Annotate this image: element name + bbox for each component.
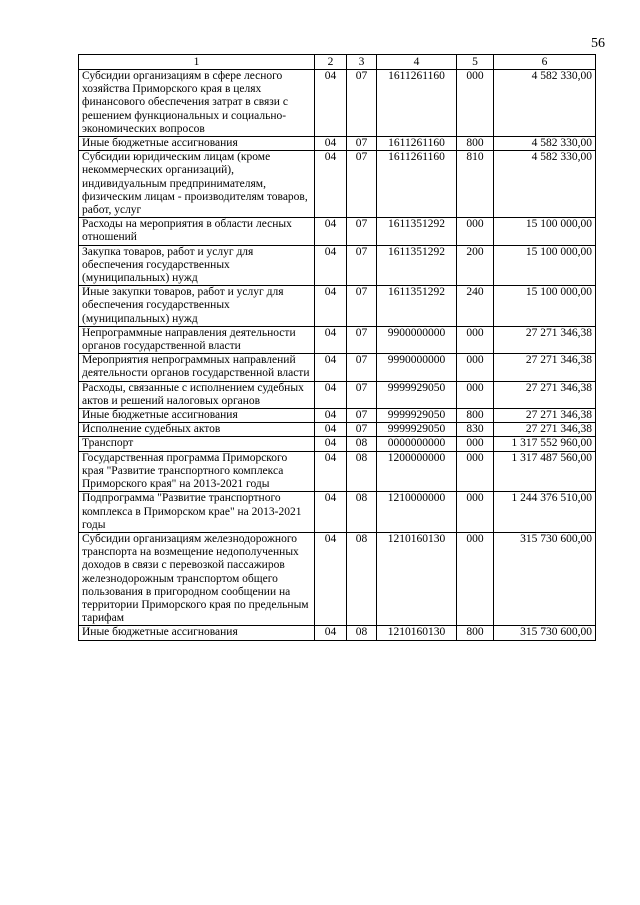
cell-section: 04 xyxy=(315,354,347,381)
cell-name: Расходы, связанные с исполнением судебных актов и решений налоговых органов xyxy=(79,381,315,408)
cell-expense-type: 000 xyxy=(457,437,494,451)
cell-target-code: 9999929050 xyxy=(377,409,457,423)
cell-expense-type: 000 xyxy=(457,532,494,625)
cell-target-code: 9990000000 xyxy=(377,354,457,381)
cell-amount: 315 730 600,00 xyxy=(494,532,596,625)
cell-amount: 15 100 000,00 xyxy=(494,286,596,327)
table-row xyxy=(79,409,596,423)
cell-expense-type: 200 xyxy=(457,245,494,286)
cell-section: 04 xyxy=(315,70,347,137)
cell-amount: 27 271 346,38 xyxy=(494,381,596,408)
cell-target-code: 1200000000 xyxy=(377,451,457,492)
cell-target-code: 1611351292 xyxy=(377,286,457,327)
cell-expense-type: 000 xyxy=(457,354,494,381)
cell-subsection: 07 xyxy=(347,286,377,327)
cell-subsection: 08 xyxy=(347,437,377,451)
cell-amount: 27 271 346,38 xyxy=(494,423,596,437)
cell-section: 04 xyxy=(315,437,347,451)
cell-subsection: 07 xyxy=(347,218,377,245)
cell-expense-type: 800 xyxy=(457,409,494,423)
cell-name: Непрограммные направления деятельности органов государственной власти xyxy=(79,326,315,353)
cell-amount: 15 100 000,00 xyxy=(494,218,596,245)
column-header: 6 xyxy=(494,55,596,70)
cell-section: 04 xyxy=(315,326,347,353)
table-row xyxy=(79,137,596,151)
cell-target-code: 1611351292 xyxy=(377,218,457,245)
cell-expense-type: 000 xyxy=(457,70,494,137)
cell-target-code: 1611261160 xyxy=(377,137,457,151)
cell-target-code: 9999929050 xyxy=(377,423,457,437)
column-header: 4 xyxy=(377,55,457,70)
cell-amount: 4 582 330,00 xyxy=(494,151,596,218)
column-header: 3 xyxy=(347,55,377,70)
cell-section: 04 xyxy=(315,423,347,437)
budget-table xyxy=(78,54,596,641)
cell-target-code: 0000000000 xyxy=(377,437,457,451)
cell-amount: 1 317 487 560,00 xyxy=(494,451,596,492)
cell-section: 04 xyxy=(315,492,347,533)
cell-subsection: 07 xyxy=(347,423,377,437)
cell-expense-type: 000 xyxy=(457,218,494,245)
column-header: 1 xyxy=(79,55,315,70)
cell-subsection: 07 xyxy=(347,151,377,218)
cell-section: 04 xyxy=(315,151,347,218)
table-row xyxy=(79,151,596,218)
cell-amount: 27 271 346,38 xyxy=(494,354,596,381)
cell-section: 04 xyxy=(315,286,347,327)
cell-section: 04 xyxy=(315,532,347,625)
cell-subsection: 07 xyxy=(347,137,377,151)
table-row xyxy=(79,245,596,286)
cell-subsection: 08 xyxy=(347,451,377,492)
cell-expense-type: 000 xyxy=(457,492,494,533)
cell-amount: 4 582 330,00 xyxy=(494,70,596,137)
cell-expense-type: 810 xyxy=(457,151,494,218)
cell-target-code: 1611351292 xyxy=(377,245,457,286)
table-row xyxy=(79,423,596,437)
cell-target-code: 1611261160 xyxy=(377,70,457,137)
cell-name: Расходы на мероприятия в области лесных отношений xyxy=(79,218,315,245)
cell-target-code: 1210000000 xyxy=(377,492,457,533)
cell-expense-type: 000 xyxy=(457,451,494,492)
table-row xyxy=(79,354,596,381)
cell-subsection: 07 xyxy=(347,409,377,423)
cell-subsection: 08 xyxy=(347,492,377,533)
cell-target-code: 1210160130 xyxy=(377,626,457,640)
cell-section: 04 xyxy=(315,218,347,245)
cell-subsection: 07 xyxy=(347,70,377,137)
page-number: 56 xyxy=(591,36,605,51)
cell-name: Иные закупки товаров, работ и услуг для обеспечения государственных (муниципальных) нужд xyxy=(79,286,315,327)
cell-amount: 27 271 346,38 xyxy=(494,409,596,423)
cell-target-code: 1611261160 xyxy=(377,151,457,218)
cell-subsection: 07 xyxy=(347,354,377,381)
cell-name: Иные бюджетные ассигнования xyxy=(79,626,315,640)
cell-name: Закупка товаров, работ и услуг для обеспечения государственных (муниципальных) нужд xyxy=(79,245,315,286)
cell-amount: 4 582 330,00 xyxy=(494,137,596,151)
cell-expense-type: 830 xyxy=(457,423,494,437)
table-row xyxy=(79,451,596,492)
cell-section: 04 xyxy=(315,381,347,408)
table-header-row xyxy=(79,55,596,70)
cell-subsection: 07 xyxy=(347,326,377,353)
cell-target-code: 9900000000 xyxy=(377,326,457,353)
cell-amount: 15 100 000,00 xyxy=(494,245,596,286)
cell-subsection: 08 xyxy=(347,626,377,640)
cell-name: Исполнение судебных актов xyxy=(79,423,315,437)
table-row xyxy=(79,218,596,245)
cell-section: 04 xyxy=(315,137,347,151)
table-row xyxy=(79,532,596,625)
cell-name: Иные бюджетные ассигнования xyxy=(79,137,315,151)
cell-name: Транспорт xyxy=(79,437,315,451)
cell-subsection: 07 xyxy=(347,245,377,286)
cell-name: Субсидии организациям в сфере лесного хозяйства Приморского края в целях финансового обеспечения затрат в связи с решением функциональных и социально-экономических вопросов xyxy=(79,70,315,137)
cell-target-code: 1210160130 xyxy=(377,532,457,625)
cell-name: Государственная программа Приморского края "Развитие транспортного комплекса Приморского края" на 2013-2021 годы xyxy=(79,451,315,492)
cell-name: Мероприятия непрограммных направлений деятельности органов государственной власти xyxy=(79,354,315,381)
cell-section: 04 xyxy=(315,245,347,286)
cell-subsection: 07 xyxy=(347,381,377,408)
table-row xyxy=(79,70,596,137)
cell-name: Субсидии юридическим лицам (кроме некоммерческих организаций), индивидуальным предпринимателям, физическим лицам - производителям товаров, работ, услуг xyxy=(79,151,315,218)
cell-expense-type: 240 xyxy=(457,286,494,327)
cell-expense-type: 800 xyxy=(457,626,494,640)
cell-name: Иные бюджетные ассигнования xyxy=(79,409,315,423)
cell-amount: 27 271 346,38 xyxy=(494,326,596,353)
column-header: 5 xyxy=(457,55,494,70)
column-header: 2 xyxy=(315,55,347,70)
cell-name: Подпрограмма "Развитие транспортного комплекса в Приморском крае" на 2013-2021 годы xyxy=(79,492,315,533)
cell-target-code: 9999929050 xyxy=(377,381,457,408)
cell-expense-type: 800 xyxy=(457,137,494,151)
table-row xyxy=(79,437,596,451)
cell-subsection: 08 xyxy=(347,532,377,625)
cell-section: 04 xyxy=(315,451,347,492)
cell-name: Субсидии организациям железнодорожного транспорта на возмещение недополученных доходов в связи с перевозкой пассажиров железнодорожным транспортом общего пользования в пригородном сообщении на территории Приморского края по предельным тарифам xyxy=(79,532,315,625)
cell-amount: 315 730 600,00 xyxy=(494,626,596,640)
table-row xyxy=(79,381,596,408)
table-row xyxy=(79,492,596,533)
table-row xyxy=(79,286,596,327)
table-row xyxy=(79,626,596,640)
table-row xyxy=(79,326,596,353)
cell-expense-type: 000 xyxy=(457,381,494,408)
cell-section: 04 xyxy=(315,626,347,640)
cell-section: 04 xyxy=(315,409,347,423)
cell-expense-type: 000 xyxy=(457,326,494,353)
cell-amount: 1 317 552 960,00 xyxy=(494,437,596,451)
table-body xyxy=(79,70,596,641)
cell-amount: 1 244 376 510,00 xyxy=(494,492,596,533)
